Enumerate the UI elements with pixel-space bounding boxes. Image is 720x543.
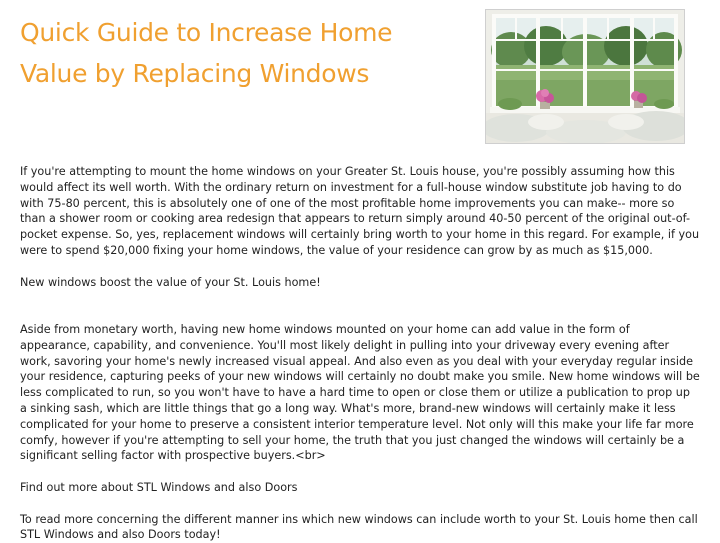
paragraph-benefits: Aside from monetary worth, having new home windows mounted on your home can add value in the form of appearance, capability, and convenience. You'll most likely delight in pulling into your driveway every evening after work, savoring your home's newly increased visual appeal. And also even as you deal with your everyday regular inside your residence, capturing peeks of your new windows will certainly no doubt make you smile. New home windows will be less complicated to run, so you won't have to have a hard time to open or close them or utilize a publication to prop up a sinking sash, which are little things that go a long way. What's more, brand-new windows will certainly make it less complicated for your home to preserve a consistent interior temperature level. Not only will this make your life far more comfy, however if you're attempting to sell your home, the truth that you just changed the windows will certainly be a significant selling factor with prospective buyers.<br> [20,322,700,463]
article-body [20,164,700,543]
paragraph-subheading: New windows boost the value of your St. Louis home! [20,275,321,289]
paragraph-call-to-action: To read more concerning the different manner ins which new windows can include worth to your St. Louis home then call STL Windows and also Doors today! [20,512,698,542]
paragraph-intro: If you're attempting to mount the home windows on your Greater St. Louis house, you're possibly assuming how this would affect its well worth. With the ordinary return on investment for a full-house window substitute job having to do with 75-80 percent, this is absolutely one of one of the most profitable home improvements you can make-- more so than a shower room or cooking area redesign that appears to return simply around 40-50 percent of the original out-of-pocket expense. So, yes, replacement windows will certainly bring worth to your home in this regard. For example, if you were to spend $20,000 fixing your home windows, the value of your residence can grow by as much as $15,000. [20,165,700,257]
window-photo [485,9,685,144]
page-title: Quick Guide to Increase Home Value by Replacing Windows [20,18,393,88]
paragraph-find-out-more: Find out more about STL Windows and also Doors [20,480,298,494]
